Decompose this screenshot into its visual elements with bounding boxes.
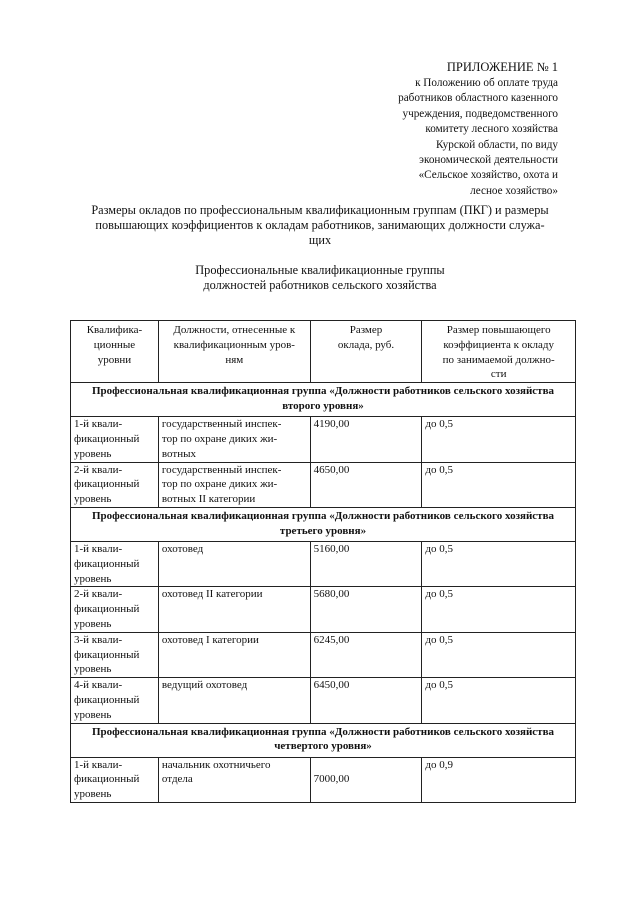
appendix-line: комитету лесного хозяйства — [425, 123, 558, 136]
salary-cell: 6450,00 — [310, 678, 422, 723]
group-header-row — [71, 723, 576, 757]
salary-value: 7000,00 — [313, 772, 350, 785]
position-cell: начальник охотничьего отдела — [158, 757, 310, 802]
caption-line: Профессиональные квалификационные группы — [195, 263, 445, 277]
table-row — [71, 757, 576, 802]
salary-cell: 4190,00 — [310, 417, 422, 462]
group-header-row — [71, 383, 576, 417]
title-line: повышающих коэффициентов к окладам работников, занимающих должности служа- — [95, 218, 545, 232]
appendix-line: «Сельское хозяйство, охота и — [418, 169, 558, 182]
level-cell: 1-й квали- фикационный уровень — [71, 541, 159, 586]
document-title — [72, 203, 568, 248]
appendix-line: учреждения, подведомственного — [402, 107, 558, 120]
appendix-line: экономической деятельности — [419, 154, 558, 167]
coefficient-cell: до 0,5 — [422, 541, 576, 586]
appendix-number: ПРИЛОЖЕНИЕ № 1 — [446, 60, 558, 74]
group-title: Профессиональная квалификационная группа «Должности работников сельского хозяйства второго уровня» — [71, 383, 576, 417]
level-cell: 1-й квали- фикационный уровень — [71, 417, 159, 462]
appendix-block — [298, 58, 558, 199]
table-row — [71, 417, 576, 462]
position-cell: государственный инспек- тор по охране диких жи- вотных II категории — [158, 462, 310, 507]
header-coefficient: Размер повышающего коэффициента к окладу по занимаемой должно- сти — [422, 321, 576, 383]
position-cell: охотовед — [158, 541, 310, 586]
title-line: щих — [308, 233, 332, 247]
appendix-line: лесное хозяйство» — [470, 184, 558, 197]
level-cell: 2-й квали- фикационный уровень — [71, 462, 159, 507]
header-levels: Квалифика- ционные уровни — [71, 321, 159, 383]
level-cell: 1-й квали- фикационный уровень — [71, 757, 159, 802]
coefficient-cell: до 0,5 — [422, 462, 576, 507]
level-cell: 3-й квали- фикационный уровень — [71, 632, 159, 677]
level-cell: 2-й квали- фикационный уровень — [71, 587, 159, 632]
table-row — [71, 632, 576, 677]
salary-cell: 5160,00 — [310, 541, 422, 586]
salary-table — [70, 320, 576, 803]
appendix-line: Курской области, по виду — [436, 138, 558, 151]
coefficient-cell: до 0,5 — [422, 678, 576, 723]
salary-cell — [310, 757, 422, 802]
table-caption — [72, 263, 568, 293]
group-title: Профессиональная квалификационная группа «Должности работников сельского хозяйства четвертого уровня» — [71, 723, 576, 757]
salary-cell: 6245,00 — [310, 632, 422, 677]
coefficient-cell: до 0,5 — [422, 587, 576, 632]
position-cell: охотовед II категории — [158, 587, 310, 632]
table-header-row — [71, 321, 576, 383]
level-cell: 4-й квали- фикационный уровень — [71, 678, 159, 723]
position-cell: охотовед I категории — [158, 632, 310, 677]
appendix-line: работников областного казенного — [398, 92, 558, 105]
header-positions: Должности, отнесенные к квалификационным уров- ням — [158, 321, 310, 383]
appendix-line: к Положению об оплате труда — [415, 77, 558, 89]
table-row — [71, 462, 576, 507]
caption-line: должностей работников сельского хозяйства — [203, 278, 437, 292]
title-line: Размеры окладов по профессиональным квалификационным группам (ПКГ) и размеры — [91, 203, 549, 217]
salary-cell: 5680,00 — [310, 587, 422, 632]
group-header-row — [71, 507, 576, 541]
header-salary: Размер оклада, руб. — [310, 321, 422, 383]
position-cell: государственный инспек- тор по охране диких жи- вотных — [158, 417, 310, 462]
table-row — [71, 587, 576, 632]
coefficient-cell: до 0,5 — [422, 632, 576, 677]
table-row — [71, 678, 576, 723]
table-row — [71, 541, 576, 586]
salary-cell: 4650,00 — [310, 462, 422, 507]
group-title: Профессиональная квалификационная группа «Должности работников сельского хозяйства третьего уровня» — [71, 507, 576, 541]
coefficient-cell: до 0,9 — [422, 757, 576, 802]
position-cell: ведущий охотовед — [158, 678, 310, 723]
coefficient-cell: до 0,5 — [422, 417, 576, 462]
